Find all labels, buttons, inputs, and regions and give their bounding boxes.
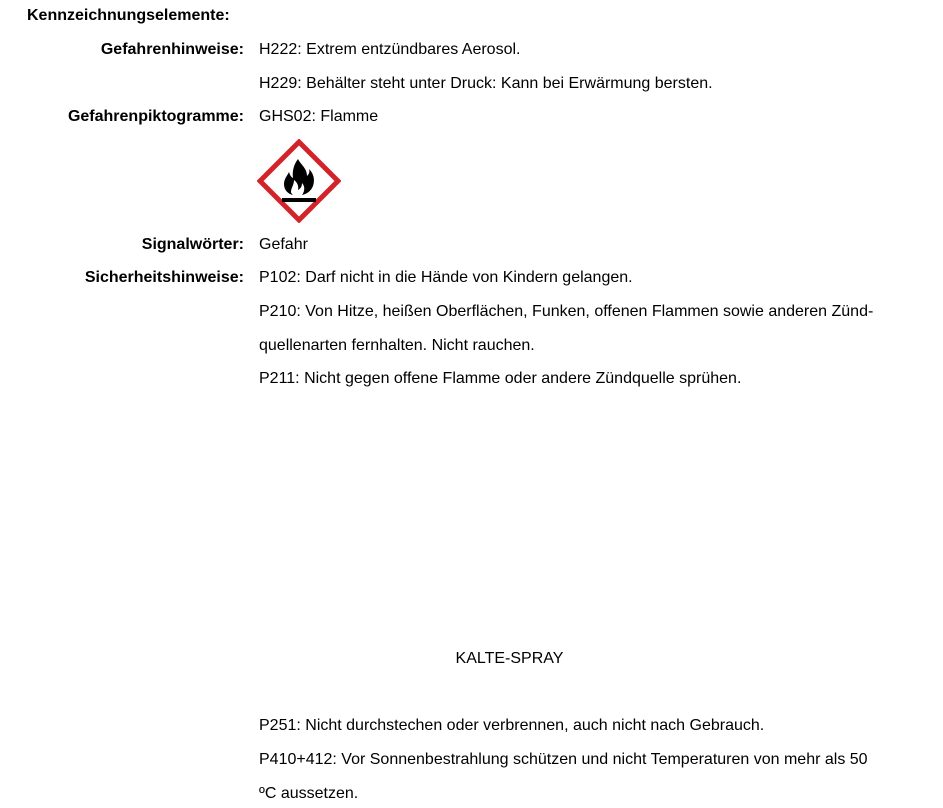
precautionary-statement: P210: Von Hitze, heißen Oberflächen, Funken, offenen Flammen sowie anderen Zünd- [259,303,874,320]
hazard-statements-label: Gefahrenhinweise: [100,41,244,58]
precautionary-statement: ºC aussetzen. [259,785,359,802]
pictograms-label: Gefahrenpiktogramme: [67,108,244,125]
ghs02-flame-icon [257,139,341,223]
precautionary-statements-label: Sicherheitshinweise: [84,269,244,286]
precautionary-statement: P410+412: Vor Sonnenbestrahlung schützen und nicht Temperaturen von mehr als 50 [259,751,868,768]
signal-words-label: Signalwörter: [141,236,244,253]
hazard-statement: H222: Extrem entzündbares Aerosol. [259,41,521,58]
hazard-statement: H229: Behälter steht unter Druck: Kann bei Erwärmung bersten. [259,75,713,92]
precautionary-statement: quellenarten fernhalten. Nicht rauchen. [259,337,535,354]
product-name-footer: KALTE-SPRAY [455,650,564,667]
precautionary-statement: P102: Darf nicht in die Hände von Kindern gelangen. [259,269,633,286]
signal-word-value: Gefahr [259,236,308,253]
precautionary-statement: P251: Nicht durchstechen oder verbrennen, auch nicht nach Gebrauch. [259,717,765,734]
pictogram-value: GHS02: Flamme [259,108,379,125]
precautionary-statement: P211: Nicht gegen offene Flamme oder andere Zündquelle sprühen. [259,370,742,387]
section-title: Kennzeichnungselemente: [27,7,230,24]
